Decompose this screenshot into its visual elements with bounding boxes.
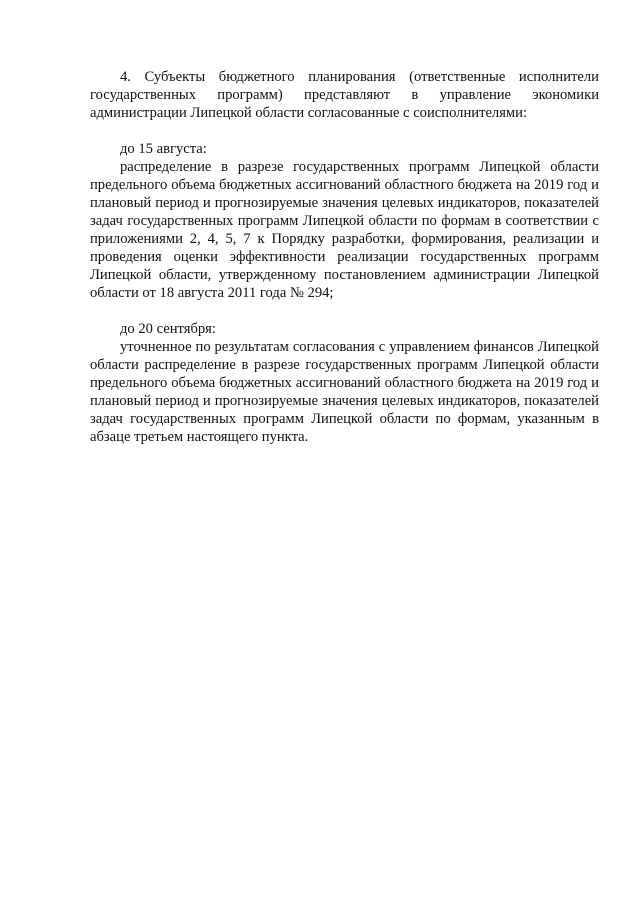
- paragraph-spacer: [90, 122, 599, 140]
- paragraph-spacer: [90, 302, 599, 320]
- paragraph-item-4-intro: 4. Субъекты бюджетного планирования (ответственные исполнители государственных программ) представляют в управление экономики администрации Липецкой области согласованные с соисполнителями:: [90, 69, 599, 121]
- deadline-august-15: до 15 августа:: [120, 141, 207, 157]
- paragraph-distribution-august: распределение в разрезе государственных программ Липецкой области предельного объема бюджетных ассигнований областного бюджета на 2019 год и плановый период и прогнозируемые значения целевых индикаторов, показателей задач государственных программ Липецкой области по формам в соответствии с приложениями 2, 4, 5, 7 к Порядку разработки, формирования, реализации и проведения оценки эффективности реализации государственных программ Липецкой области, утвержденному постановлением администрации Липецкой области от 18 августа 2011 года № 294;: [90, 159, 599, 301]
- deadline-september-20: до 20 сентября:: [120, 321, 216, 337]
- paragraph-distribution-september: уточненное по результатам согласования с управлением финансов Липецкой области распределение в разрезе государственных программ Липецкой области предельного объема бюджетных ассигнований областного бюджета на 2019 год и плановый период и прогнозируемые значения целевых индикаторов, показателей задач государственных программ Липецкой области по формам, указанным в абзаце третьем настоящего пункта.: [90, 339, 599, 445]
- document-body: [90, 68, 599, 446]
